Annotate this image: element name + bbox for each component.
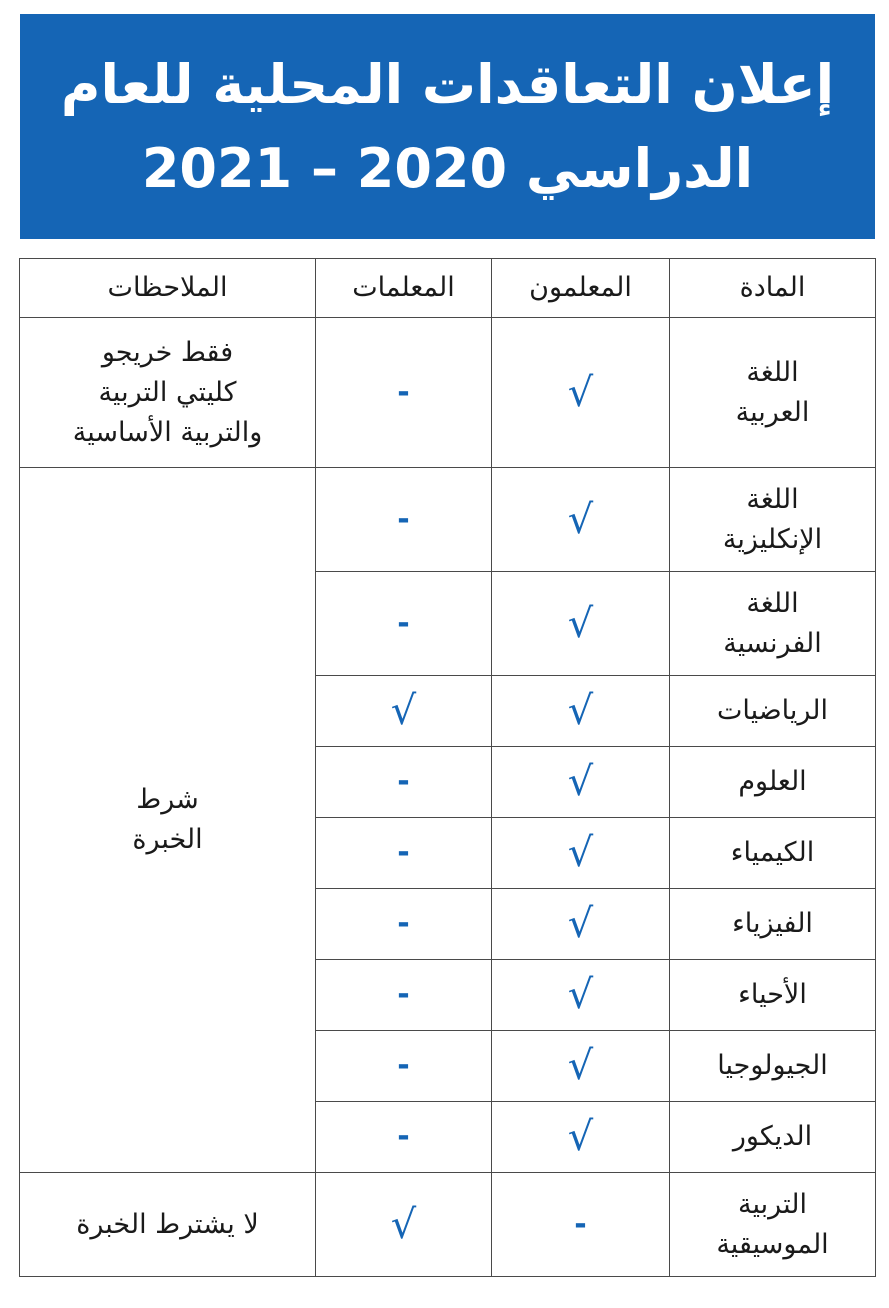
column-header-male-teachers: المعلمون	[492, 259, 670, 318]
male-mark: √	[492, 468, 670, 572]
male-mark: √	[492, 318, 670, 468]
table-row	[20, 1173, 876, 1277]
contracts-table	[19, 258, 876, 1277]
subject-cell: اللغة الإنكليزية	[670, 468, 876, 572]
male-mark: √	[492, 747, 670, 818]
table-row	[20, 468, 876, 572]
male-mark: √	[492, 676, 670, 747]
male-mark: -	[492, 1173, 670, 1277]
subject-cell: الكيمياء	[670, 818, 876, 889]
column-header-subject: المادة	[670, 259, 876, 318]
header-title-line1: إعلان التعاقدات المحلية للعام	[60, 52, 835, 116]
male-mark: √	[492, 818, 670, 889]
subject-cell: الفيزياء	[670, 889, 876, 960]
male-mark: √	[492, 1102, 670, 1173]
female-mark: √	[316, 676, 492, 747]
subject-cell: الجيولوجيا	[670, 1031, 876, 1102]
subject-cell: اللغة الفرنسية	[670, 572, 876, 676]
male-mark: √	[492, 1031, 670, 1102]
notes-cell-no-experience: لا يشترط الخبرة	[20, 1173, 316, 1277]
announcement-header	[20, 14, 875, 239]
female-mark: √	[316, 1173, 492, 1277]
male-mark: √	[492, 960, 670, 1031]
female-mark: -	[316, 1031, 492, 1102]
female-mark: -	[316, 889, 492, 960]
female-mark: -	[316, 572, 492, 676]
subject-cell: الأحياء	[670, 960, 876, 1031]
female-mark: -	[316, 747, 492, 818]
subject-cell: اللغة العربية	[670, 318, 876, 468]
female-mark: -	[316, 1102, 492, 1173]
notes-cell-arabic: فقط خريجو كليتي التربية والتربية الأساسية	[20, 318, 316, 468]
table-header-row	[20, 259, 876, 318]
female-mark: -	[316, 468, 492, 572]
subject-cell: الرياضيات	[670, 676, 876, 747]
notes-cell-experience: شرط الخبرة	[20, 468, 316, 1173]
subject-cell: التربية الموسيقية	[670, 1173, 876, 1277]
subject-cell: الديكور	[670, 1102, 876, 1173]
table-row	[20, 318, 876, 468]
female-mark: -	[316, 960, 492, 1031]
column-header-notes: الملاحظات	[20, 259, 316, 318]
female-mark: -	[316, 318, 492, 468]
column-header-female-teachers: المعلمات	[316, 259, 492, 318]
female-mark: -	[316, 818, 492, 889]
male-mark: √	[492, 572, 670, 676]
male-mark: √	[492, 889, 670, 960]
subject-cell: العلوم	[670, 747, 876, 818]
header-title-line2: الدراسي 2020 – 2021	[141, 136, 754, 200]
